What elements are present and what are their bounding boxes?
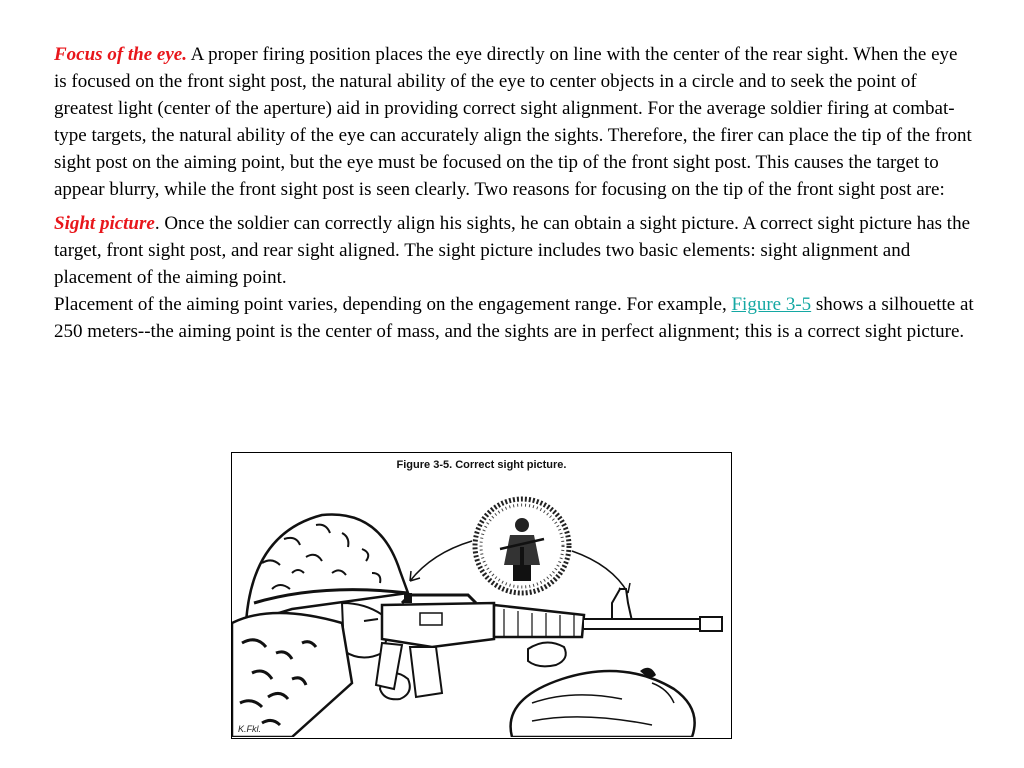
arrow-to-front-sight <box>572 551 630 593</box>
placement-text-after-link: shows a silhouette at 250 meters--the aiming point is the center of mass, and the sights are in perfect alignment; this is a correct sight picture. <box>54 294 974 342</box>
arrow-to-eye <box>410 541 472 581</box>
focus-of-eye-body: A proper firing position places the eye directly on line with the center of the rear sight. When the eye is focused on the front sight post, the natural ability of the eye to center objects in a circle and to seek the point of greatest light (center of the aperture) aid in providing correct sight alignment. For the average soldier firing at combat-type targets, the natural ability of the eye can accurately align the sights. Therefore, the firer can place the tip of the front sight post on the aiming point, but the eye must be focused on the tip of the front sight post. This causes the target to appear blurry, while the front sight post is seen clearly. Two reasons for focusing on the tip of the front sight post are: <box>54 44 972 200</box>
sight-picture-body: . Once the soldier can correctly align his sights, he can obtain a sight picture. A correct sight picture has the target, front sight post, and rear sight aligned. The sight picture includes two basic elements: sight alignment and placement of the aiming point. <box>54 213 971 288</box>
figure-caption: Figure 3-5. Correct sight picture. <box>396 459 567 471</box>
focus-of-eye-heading: Focus of the eye. <box>54 44 187 65</box>
figure-3-5 <box>231 452 732 739</box>
sight-picture-aperture <box>475 499 569 593</box>
figure-3-5-link[interactable]: Figure 3-5 <box>731 294 812 315</box>
sight-picture-heading: Sight picture <box>54 213 155 234</box>
placement-paragraph <box>54 291 974 345</box>
focus-of-eye-paragraph <box>54 41 974 203</box>
sandbag <box>511 668 695 737</box>
placement-text-before-link: Placement of the aiming point varies, depending on the engagement range. For example, <box>54 294 732 315</box>
artist-signature: K.Fkl. <box>238 724 262 734</box>
article-text <box>54 41 974 345</box>
sight-picture-paragraph <box>54 210 974 291</box>
figure-illustration <box>232 453 730 737</box>
